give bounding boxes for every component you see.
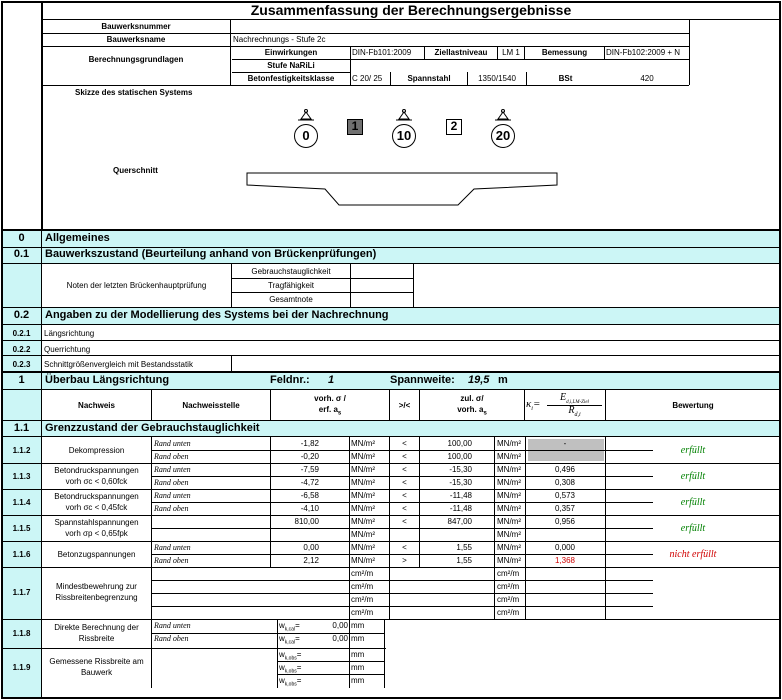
zul-unit: MN/m² bbox=[497, 439, 521, 448]
zul-unit: MN/m² bbox=[497, 543, 521, 552]
row-name-1: Direkte Berechnung der bbox=[54, 623, 139, 632]
vorh-value: -0,20 bbox=[300, 452, 319, 461]
bst-value: 420 bbox=[640, 74, 654, 83]
row-name-1: Mindestbewehrung zur bbox=[56, 582, 137, 591]
row-1-1-3-num: 1.1.3 bbox=[12, 472, 31, 481]
field-2-box: 2 bbox=[446, 119, 462, 135]
row-1-1-7-num: 1.1.7 bbox=[12, 588, 31, 597]
row-1-1-2-num: 1.1.2 bbox=[12, 446, 31, 455]
section-0-2-num: 0.2 bbox=[13, 309, 30, 321]
unit-mm: mm bbox=[351, 676, 365, 685]
note-gesamt-label: Gesamtnote bbox=[269, 295, 313, 304]
bemessung-label: Bemessung bbox=[541, 48, 588, 57]
col-cmp: >/< bbox=[398, 401, 411, 410]
col-vorh-1: vorh. σ / bbox=[314, 394, 346, 403]
beton-value: C 20/ 25 bbox=[352, 74, 383, 83]
kappa-value: 0,308 bbox=[554, 478, 576, 487]
wk-cal-value: 0,00 bbox=[332, 634, 348, 643]
unit-mm: mm bbox=[351, 621, 365, 630]
bewertung-status: erfüllt bbox=[680, 497, 706, 508]
ziellastniveau-label: Ziellastniveau bbox=[434, 48, 488, 57]
kappa-value: 1,368 bbox=[554, 556, 576, 565]
field-1-box: 1 bbox=[347, 119, 363, 135]
kappa-value: 0,573 bbox=[554, 491, 576, 500]
zul-value: -11,48 bbox=[449, 504, 472, 513]
vorh-value: 810,00 bbox=[294, 517, 319, 526]
cmp-symbol: < bbox=[402, 452, 407, 461]
unit-cm2: cm²/m bbox=[351, 582, 374, 591]
cmp-symbol: > bbox=[402, 556, 407, 565]
bauwerksname-label: Bauwerksname bbox=[106, 35, 166, 44]
row-1-1-9-num: 1.1.9 bbox=[12, 663, 31, 672]
unit-cm2: cm²/m bbox=[351, 595, 374, 604]
zul-value: 100,00 bbox=[447, 439, 472, 448]
nachweisstelle: Rand oben bbox=[154, 504, 189, 513]
vorh-unit: MN/m² bbox=[351, 543, 375, 552]
col-vorh-2: erf. $a_s$ bbox=[318, 405, 342, 417]
nachweisstelle: Rand oben bbox=[154, 556, 189, 565]
section-0-1-title: Bauwerkszustand (Beurteilung anhand von Brückenprüfungen) bbox=[45, 248, 377, 260]
feldnr-value: 1 bbox=[328, 374, 335, 386]
bauwerksnummer-label: Bauwerksnummer bbox=[101, 22, 171, 31]
cmp-symbol: < bbox=[402, 439, 407, 448]
zul-unit: MN/m² bbox=[497, 452, 521, 461]
zul-unit: MN/m² bbox=[497, 465, 521, 474]
row-0-2-2-label: Querrichtung bbox=[44, 345, 91, 354]
vorh-value: -1,82 bbox=[300, 439, 319, 448]
row-0-2-3-label: Schnittgrößenvergleich mit Bestandsstatik bbox=[44, 360, 193, 369]
col-bewertung: Bewertung bbox=[672, 401, 714, 410]
bewertung-status: nicht erfüllt bbox=[669, 549, 717, 560]
cmp-symbol: < bbox=[402, 504, 407, 513]
row-name-2: vorh σc < 0,60fck bbox=[65, 477, 128, 486]
bewertung-status: erfüllt bbox=[680, 445, 706, 456]
unit-cm2: cm²/m bbox=[351, 569, 374, 578]
beton-label: Betonfestigkeitsklasse bbox=[247, 74, 335, 83]
vorh-unit: MN/m² bbox=[351, 491, 375, 500]
bauwerksname-value: Nachrechnungs - Stufe 2c bbox=[233, 35, 326, 44]
section-0-title: Allgemeines bbox=[45, 232, 110, 244]
zul-value: -15,30 bbox=[449, 465, 472, 474]
zul-unit: MN/m² bbox=[497, 556, 521, 565]
unit-mm: mm bbox=[351, 650, 365, 659]
zul-value: -15,30 bbox=[449, 478, 472, 487]
section-0-1-num: 0.1 bbox=[13, 248, 30, 260]
vorh-value: 0,00 bbox=[303, 543, 319, 552]
nachweisstelle: Rand unten bbox=[154, 465, 191, 474]
zul-value: 1,55 bbox=[456, 556, 472, 565]
unit-cm2: cm²/m bbox=[497, 595, 520, 604]
unit-mm: mm bbox=[351, 634, 365, 643]
nachweisstelle: Rand oben bbox=[154, 634, 189, 643]
row-name-2: Bauwerk bbox=[80, 668, 113, 677]
vorh-unit: MN/m² bbox=[351, 517, 375, 526]
unit-cm2: cm²/m bbox=[351, 608, 374, 617]
zul-value: 847,00 bbox=[447, 517, 472, 526]
row-1-1-8-num: 1.1.8 bbox=[12, 629, 31, 638]
vorh-unit: MN/m² bbox=[351, 439, 375, 448]
vorh-value: -4,72 bbox=[300, 478, 319, 487]
berechnungsgrundlagen-label: Berechnungsgrundlagen bbox=[88, 55, 184, 64]
row-name-1: Spannstahlspannungen bbox=[54, 518, 139, 527]
row-name: Dekompression bbox=[68, 446, 125, 455]
col-zul-2: vorh. $a_s$ bbox=[457, 405, 487, 417]
wk-obs-label: $w_{k,obs}=$ bbox=[279, 650, 302, 662]
cmp-symbol: < bbox=[402, 517, 407, 526]
vorh-value: -6,58 bbox=[300, 491, 319, 500]
feldnr-label: Feldnr.: bbox=[270, 374, 310, 386]
vorh-value: 2,12 bbox=[303, 556, 319, 565]
row-name-1: Betondruckspannungen bbox=[54, 492, 139, 501]
section-0-2-title: Angaben zu der Modellierung des Systems bei der Nachrechnung bbox=[45, 309, 389, 321]
zul-unit: MN/m² bbox=[497, 478, 521, 487]
row-1-1-5-num: 1.1.5 bbox=[12, 524, 31, 533]
section-1-1-num: 1.1 bbox=[13, 422, 30, 434]
kappa-value: 0,496 bbox=[554, 465, 576, 474]
bst-label: BSt bbox=[558, 74, 573, 83]
einwirkungen-label: Einwirkungen bbox=[264, 48, 318, 57]
cmp-symbol: < bbox=[402, 491, 407, 500]
section-1-1-title: Grenzzustand der Gebrauchstauglichkeit bbox=[45, 422, 260, 434]
row-name-1: Gemessene Rissbreite am bbox=[49, 657, 144, 666]
kappa-value: 0,956 bbox=[554, 517, 576, 526]
col-nachweis: Nachweis bbox=[78, 401, 115, 410]
page-title: Zusammenfassung der Berechnungsergebnisse bbox=[250, 2, 572, 18]
unit-cm2: cm²/m bbox=[497, 569, 520, 578]
kappa-value: - bbox=[563, 439, 567, 448]
nachweisstelle: Rand oben bbox=[154, 478, 189, 487]
row-0-2-1-num: 0.2.1 bbox=[12, 329, 31, 338]
zul-unit: MN/m² bbox=[497, 517, 521, 526]
row-0-2-1-label: Längsrichtung bbox=[44, 329, 95, 338]
row-name: Betonzugspannungen bbox=[57, 550, 136, 559]
vorh-unit: MN/m² bbox=[351, 478, 375, 487]
unit-cm2: cm²/m bbox=[497, 608, 520, 617]
kappa-value: 0,357 bbox=[554, 504, 576, 513]
bewertung-status: erfüllt bbox=[680, 471, 706, 482]
node-10: 10 bbox=[392, 124, 416, 148]
col-kappa: $\kappa_i=$ $E_{d,i,LM-Ziel}$ $R_{d,i}$ bbox=[526, 392, 604, 418]
row-1-1-4-num: 1.1.4 bbox=[12, 498, 31, 507]
spannstahl-label: Spannstahl bbox=[407, 74, 451, 83]
spannstahl-value: 1350/1540 bbox=[478, 74, 516, 83]
vorh-unit: MN/m² bbox=[351, 530, 375, 539]
col-zul-1: zul. σ/ bbox=[460, 394, 484, 403]
unit-mm: mm bbox=[351, 663, 365, 672]
section-0-num: 0 bbox=[18, 232, 25, 244]
section-1-title: Überbau Längsrichtung bbox=[45, 374, 170, 386]
nachweisstelle: Rand unten bbox=[154, 543, 191, 552]
spannweite-unit: m bbox=[498, 374, 508, 386]
zul-value: 100,00 bbox=[447, 452, 472, 461]
row-1-1-6-num: 1.1.6 bbox=[12, 550, 31, 559]
bewertung-status: erfüllt bbox=[680, 523, 706, 534]
vorh-value: -4,10 bbox=[300, 504, 319, 513]
stufe-narili-label: Stufe NaRiLi bbox=[267, 61, 315, 70]
node-20: 20 bbox=[491, 124, 515, 148]
row-0-2-3-num: 0.2.3 bbox=[12, 360, 31, 369]
row-name-2: vorh σp < 0,65fpk bbox=[65, 529, 128, 538]
cmp-symbol: < bbox=[402, 465, 407, 474]
bemessung-value: DIN-Fb102:2009 + N bbox=[606, 48, 681, 57]
vorh-value: -7,59 bbox=[300, 465, 319, 474]
nachweisstelle: Rand oben bbox=[154, 452, 189, 461]
zul-unit: MN/m² bbox=[497, 491, 521, 500]
kappa-value: 0,000 bbox=[554, 543, 576, 552]
nachweisstelle: Rand unten bbox=[154, 491, 191, 500]
vorh-unit: MN/m² bbox=[351, 452, 375, 461]
section-1-num: 1 bbox=[18, 374, 25, 386]
node-0: 0 bbox=[294, 124, 318, 148]
vorh-unit: MN/m² bbox=[351, 504, 375, 513]
row-name-2: Rissbreitenbegrenzung bbox=[55, 593, 138, 602]
spannweite-label: Spannweite: bbox=[390, 374, 455, 386]
vorh-unit: MN/m² bbox=[351, 465, 375, 474]
querschnitt-label: Querschnitt bbox=[113, 166, 158, 175]
wk-cal-label: $w_{k,cal}=$ bbox=[279, 634, 300, 646]
spannweite-value: 19,5 bbox=[468, 374, 490, 386]
zul-unit: MN/m² bbox=[497, 530, 521, 539]
col-nachweisstelle: Nachweisstelle bbox=[182, 401, 240, 410]
cmp-symbol: < bbox=[402, 478, 407, 487]
wk-cal-value: 0,00 bbox=[332, 621, 348, 630]
einwirkungen-value: DIN-Fb101:2009 bbox=[352, 48, 412, 57]
note-gebrauch-label: Gebrauchstauglichkeit bbox=[251, 267, 331, 276]
wk-obs-label: $w_{k,obs}=$ bbox=[279, 676, 302, 688]
nachweisstelle: Rand unten bbox=[154, 621, 191, 630]
note-trag-label: Tragfähigkeit bbox=[268, 281, 314, 290]
vorh-unit: MN/m² bbox=[351, 556, 375, 565]
noten-label: Noten der letzten Brückenhauptprüfung bbox=[66, 281, 207, 290]
row-name-2: vorh σc < 0,45fck bbox=[65, 503, 128, 512]
zul-unit: MN/m² bbox=[497, 504, 521, 513]
wk-cal-label: $w_{k,cal}=$ bbox=[279, 621, 300, 633]
row-0-2-2-num: 0.2.2 bbox=[12, 345, 31, 354]
unit-cm2: cm²/m bbox=[497, 582, 520, 591]
cmp-symbol: < bbox=[402, 543, 407, 552]
zul-value: 1,55 bbox=[456, 543, 472, 552]
row-name-2: Rissbreite bbox=[78, 634, 115, 643]
skizze-label: Skizze des statischen Systems bbox=[75, 88, 193, 97]
row-name-1: Betondruckspannungen bbox=[54, 466, 139, 475]
ziellastniveau-value: LM 1 bbox=[502, 48, 520, 57]
nachweisstelle: Rand unten bbox=[154, 439, 191, 448]
cross-section-drawing bbox=[246, 172, 558, 207]
zul-value: -11,48 bbox=[449, 491, 472, 500]
wk-obs-label: $w_{k,obs}=$ bbox=[279, 663, 302, 675]
